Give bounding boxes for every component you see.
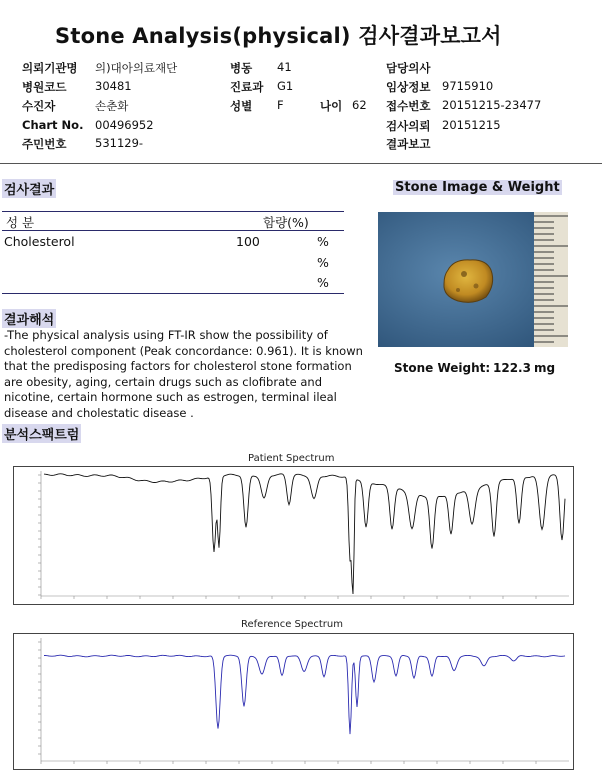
reference-spectrum-plot: [13, 633, 574, 770]
age-value: 62: [352, 98, 367, 112]
doctor-label: 담당의사: [386, 61, 431, 75]
patient-spectrum-graphic: [14, 467, 573, 604]
hospital-code-value: 30481: [95, 79, 132, 93]
stone-weight-value: 122.3: [493, 361, 531, 375]
component-header: 성 분: [6, 215, 35, 230]
reference-spectrum-graphic: [14, 634, 573, 769]
hospital-code-label: 병원코드: [22, 80, 67, 94]
reg-no-label: 주민번호: [22, 137, 67, 151]
results-section-title: 검사결과: [2, 179, 56, 198]
request-date-label: 검사의뢰: [386, 119, 431, 133]
receipt-no-label: 접수번호: [386, 99, 431, 113]
stone-weight-unit: mg: [534, 361, 556, 375]
interpretation-section-title: 결과해석: [2, 309, 56, 328]
results-table-bottom-line: [2, 293, 344, 294]
header-divider: [0, 163, 602, 164]
clinical-info-label: 임상정보: [386, 80, 431, 94]
sex-value: F: [277, 98, 284, 112]
department-label: 진료과: [230, 80, 264, 94]
patient-value: 손춘화: [95, 99, 129, 113]
results-table-header-line: [2, 230, 344, 231]
receipt-no-value: 20151215-23477: [442, 98, 542, 112]
interpretation-text: -The physical analysis using FT-IR show the possibility of cholesterol component (Peak concordance: 0.961). It is known that the predisposing factors for cholesterol stone formation are obesity, aging, certain drugs such as clofibrate and nicotine, certain hormone such as estrogen, terminal ileal disease and cholestatic disease .: [4, 328, 363, 420]
result-row-1-name: Cholesterol: [4, 234, 75, 249]
result-report-label: 결과보고: [386, 137, 431, 151]
chart-no-label: Chart No.: [22, 118, 84, 132]
institution-label: 의뢰기관명: [22, 61, 78, 75]
reg-no-value: 531129-: [95, 136, 144, 150]
stone-weight-label: Stone Weight:: [394, 361, 491, 375]
stone-photo-graphic: [378, 212, 568, 347]
stone-photo: [378, 212, 568, 347]
patient-spectrum-plot: [13, 466, 574, 605]
patient-spectrum-title: Patient Spectrum: [248, 453, 335, 464]
result-row-1-unit: %: [317, 234, 329, 249]
spectrum-section-title: 분석스팩트럼: [2, 424, 81, 443]
result-row-2-unit: %: [317, 255, 329, 270]
request-date-value: 20151215: [442, 118, 501, 132]
reference-spectrum-title: Reference Spectrum: [241, 619, 343, 630]
content-header: 함량(%): [263, 215, 309, 230]
results-table-top-line: [2, 211, 344, 212]
report-title: Stone Analysis(physical) 검사결과보고서: [55, 24, 502, 48]
result-row-3-unit: %: [317, 275, 329, 290]
patient-label: 수진자: [22, 99, 56, 113]
chart-no-value: 00496952: [95, 118, 154, 132]
sex-label: 성별: [230, 99, 253, 113]
clinical-info-value: 9715910: [442, 79, 494, 93]
stone-section-title: Stone Image & Weight: [395, 180, 560, 195]
result-row-1-value: 100: [236, 234, 260, 249]
ward-label: 병동: [230, 61, 253, 75]
ward-value: 41: [277, 60, 292, 74]
department-value: G1: [277, 79, 294, 93]
institution-value: 의)대아의료재단: [95, 61, 178, 75]
age-label: 나이: [320, 99, 343, 113]
